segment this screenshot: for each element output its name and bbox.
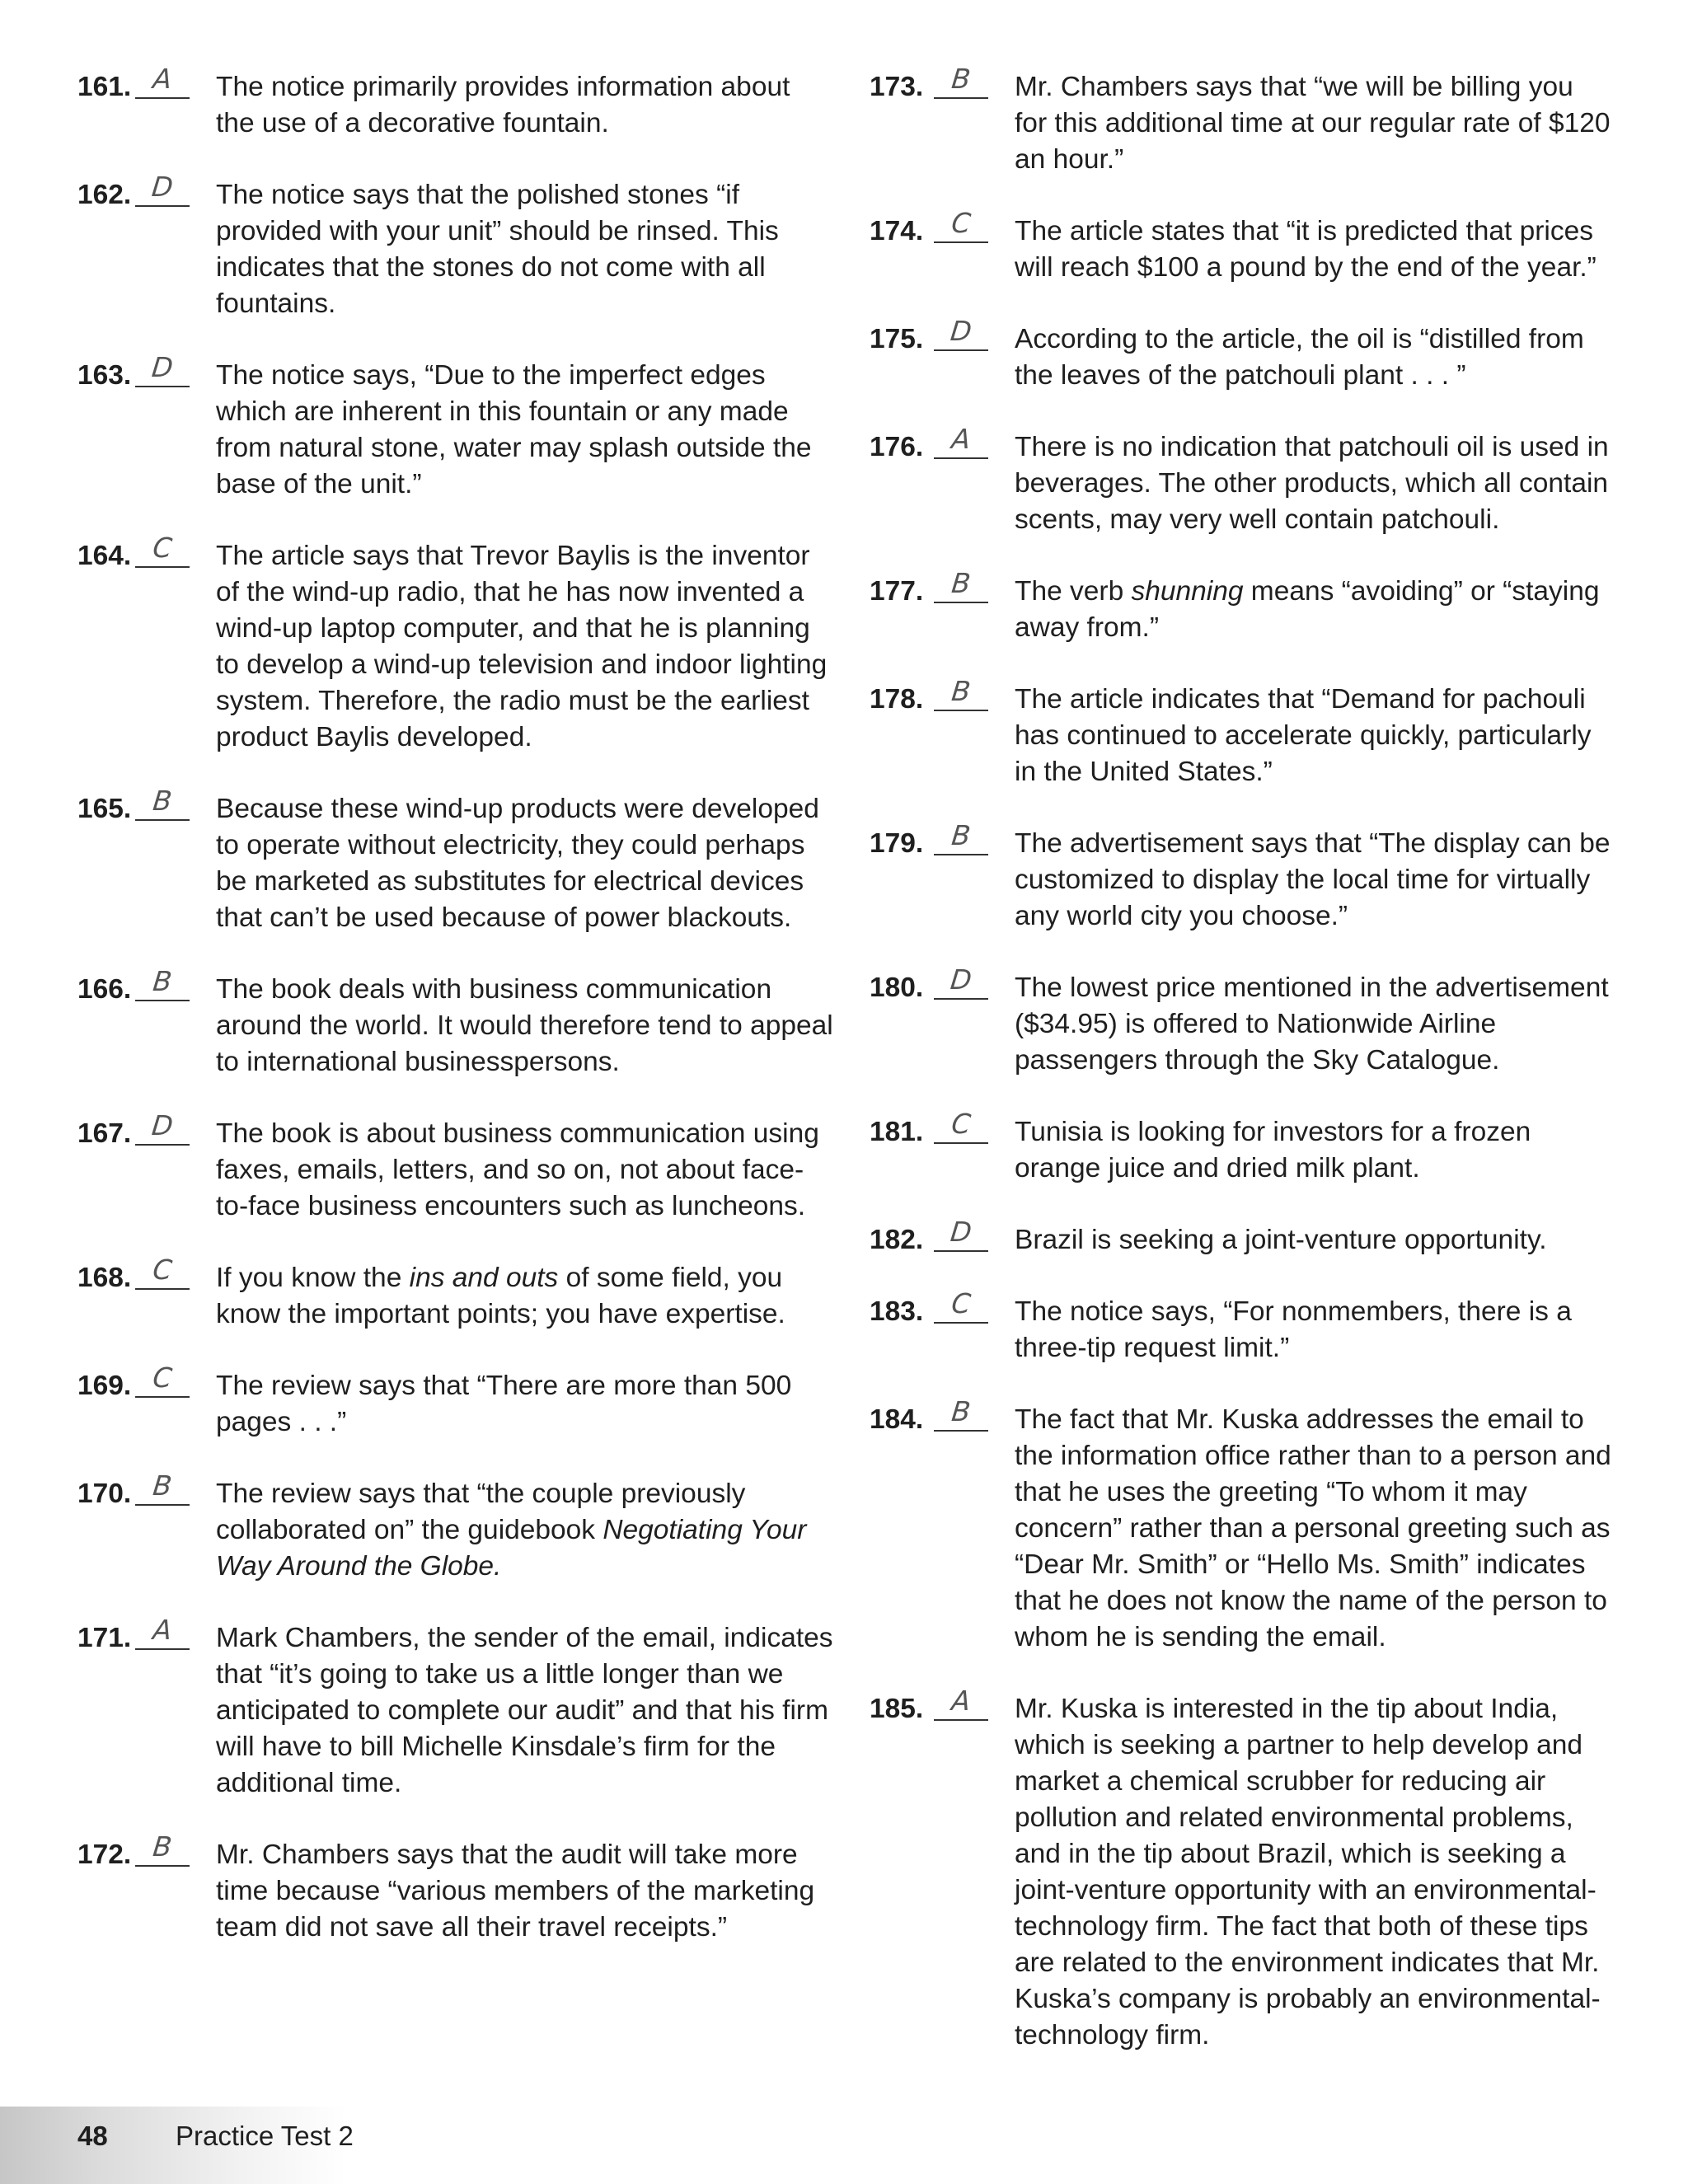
question-number: 167. bbox=[77, 1118, 132, 1149]
question-number: 177. bbox=[870, 576, 924, 607]
explanation-text bbox=[1015, 1402, 1611, 1656]
handwritten-answer: B bbox=[151, 785, 174, 817]
question-number: 172. bbox=[77, 1840, 132, 1870]
handwritten-answer: B bbox=[151, 1469, 174, 1502]
answer-blank bbox=[934, 1287, 988, 1324]
question-number: 182. bbox=[870, 1225, 924, 1255]
explanation-text bbox=[216, 1260, 836, 1333]
answer-blank bbox=[934, 63, 988, 99]
answer-item bbox=[77, 1254, 836, 1333]
answer-column-right bbox=[870, 63, 1611, 2089]
question-number: 185. bbox=[870, 1694, 924, 1724]
answer-item bbox=[77, 171, 836, 322]
question-number: 183. bbox=[870, 1296, 924, 1327]
explanation-text bbox=[216, 972, 836, 1080]
explanation-text bbox=[216, 1837, 836, 1946]
answer-blank bbox=[135, 63, 190, 99]
explanation-segment: The review says that “the couple previously collaborated on” the guidebook bbox=[216, 1479, 746, 1545]
explanation-segment: The fact that Mr. Kuska addresses the email to the information office rather than to a person and that he uses the greeting “To whom it may concern” rather than a personal greeting such as “Dear Mr. Smith” or “Hello Ms. Smith” indicates that he does not know the name of the person to whom he is sending the email. bbox=[1015, 1404, 1611, 1652]
handwritten-answer: D bbox=[949, 1216, 973, 1248]
explanation-segment: The notice says, “Due to the imperfect edges which are inherent in this fountain or any made from natural stone, water may splash outside the base of the unit.” bbox=[216, 360, 812, 499]
explanation-text bbox=[1015, 574, 1611, 646]
question-number: 164. bbox=[77, 541, 132, 571]
question-number: 166. bbox=[77, 974, 132, 1005]
question-number: 171. bbox=[77, 1623, 132, 1653]
handwritten-answer: C bbox=[950, 1108, 973, 1140]
explanation-segment: Brazil is seeking a joint-venture opportunity. bbox=[1015, 1225, 1547, 1255]
explanation-segment: of some field, you know the important points; you have expertise. bbox=[216, 1263, 785, 1329]
answer-blank bbox=[934, 423, 988, 459]
answer-item bbox=[870, 1287, 1611, 1366]
explanation-text bbox=[216, 538, 836, 756]
explanation-segment: The book is about business communication using faxes, emails, letters, and so on, not about face-to-face business encounters such as luncheons. bbox=[216, 1118, 819, 1221]
explanation-text bbox=[216, 358, 836, 503]
explanation-segment: Because these wind-up products were developed to operate without electricity, they could perhaps be marketed as substitutes for electrical devices that can’t be used because of power blackouts. bbox=[216, 794, 819, 933]
answer-item bbox=[870, 315, 1611, 394]
question-number: 184. bbox=[870, 1404, 924, 1435]
handwritten-answer: C bbox=[151, 1361, 174, 1394]
answer-column-left bbox=[77, 63, 836, 1981]
handwritten-answer: A bbox=[950, 423, 973, 455]
question-number: 168. bbox=[77, 1263, 132, 1293]
answer-item bbox=[870, 1395, 1611, 1656]
explanation-segment: The article states that “it is predicted that prices will reach $100 a pound by the end of the year.” bbox=[1015, 216, 1597, 283]
answer-blank bbox=[934, 963, 988, 1000]
question-number: 162. bbox=[77, 180, 132, 210]
handwritten-answer: B bbox=[950, 675, 973, 707]
question-number: 165. bbox=[77, 794, 132, 824]
footer-label: Practice Test 2 bbox=[176, 2121, 354, 2151]
handwritten-answer: C bbox=[950, 207, 973, 239]
page-number: 48 bbox=[77, 2121, 108, 2151]
answer-blank bbox=[934, 567, 988, 603]
answer-blank bbox=[135, 171, 190, 207]
question-number: 169. bbox=[77, 1371, 132, 1401]
handwritten-answer: B bbox=[151, 965, 174, 997]
answer-blank bbox=[135, 1109, 190, 1146]
answer-blank bbox=[934, 1108, 988, 1144]
answer-blank bbox=[135, 965, 190, 1001]
question-number: 179. bbox=[870, 828, 924, 859]
answer-blank bbox=[934, 1216, 988, 1252]
question-number: 163. bbox=[77, 360, 132, 391]
handwritten-answer: C bbox=[151, 1254, 174, 1286]
answer-item bbox=[870, 1108, 1611, 1187]
explanation-text bbox=[1015, 1222, 1611, 1258]
answer-item bbox=[77, 351, 836, 503]
explanation-text bbox=[1015, 321, 1611, 394]
answer-item bbox=[870, 1685, 1611, 2054]
handwritten-answer: B bbox=[950, 63, 973, 95]
handwritten-answer: B bbox=[151, 1830, 174, 1863]
handwritten-answer: D bbox=[150, 171, 175, 203]
explanation-text bbox=[1015, 1294, 1611, 1366]
italic-term: Negotiating Your Way Around the Globe. bbox=[216, 1515, 807, 1582]
handwritten-answer: B bbox=[950, 1395, 973, 1427]
explanation-text bbox=[216, 1116, 836, 1225]
italic-term: shunning bbox=[1131, 576, 1244, 607]
handwritten-answer: D bbox=[150, 351, 175, 383]
explanation-segment: There is no indication that patchouli oil is used in beverages. The other products, which all contain scents, may very well contain patchouli. bbox=[1015, 432, 1609, 535]
explanation-text bbox=[1015, 429, 1611, 538]
answer-blank bbox=[934, 315, 988, 351]
explanation-segment: Mark Chambers, the sender of the email, indicates that “it’s going to take us a little longer than we anticipated to complete our audit” and that his firm will have to bill Michelle Kinsdale’s firm for the additional time. bbox=[216, 1623, 833, 1798]
explanation-segment: If you know the bbox=[216, 1263, 410, 1293]
answer-blank bbox=[135, 1469, 190, 1506]
question-number: 175. bbox=[870, 324, 924, 354]
explanation-text bbox=[1015, 1691, 1611, 2054]
explanation-segment: The article indicates that “Demand for pachouli has continued to accelerate quickly, particularly in the United States.” bbox=[1015, 684, 1592, 787]
question-number: 176. bbox=[870, 432, 924, 462]
explanation-segment: The article says that Trevor Baylis is the inventor of the wind-up radio, that he has now invented a wind-up laptop computer, and that he is planning to develop a wind-up television and indoor lighting system. Therefore, the radio must be the earliest product Baylis developed. bbox=[216, 541, 828, 752]
question-number: 181. bbox=[870, 1117, 924, 1147]
explanation-segment: The advertisement says that “The display can be customized to display the local time for virtually any world city you choose.” bbox=[1015, 828, 1611, 931]
answer-blank bbox=[135, 785, 190, 821]
answer-item bbox=[77, 532, 836, 756]
explanation-segment: The verb bbox=[1015, 576, 1132, 607]
explanation-text bbox=[1015, 970, 1611, 1079]
italic-term: ins and outs bbox=[409, 1263, 559, 1293]
handwritten-answer: D bbox=[949, 963, 973, 996]
answer-blank bbox=[135, 1254, 190, 1290]
handwritten-answer: B bbox=[950, 567, 973, 599]
answer-item bbox=[77, 1361, 836, 1441]
explanation-text bbox=[1015, 682, 1611, 790]
handwritten-answer: A bbox=[151, 1614, 174, 1646]
answer-blank bbox=[934, 819, 988, 855]
answer-blank bbox=[135, 1830, 190, 1867]
handwritten-answer: D bbox=[150, 1109, 175, 1141]
explanation-segment: The notice says, “For nonmembers, there is a three-tip request limit.” bbox=[1015, 1296, 1572, 1363]
handwritten-answer: C bbox=[151, 532, 174, 564]
explanation-segment: According to the article, the oil is “distilled from the leaves of the patchouli plant . . . ” bbox=[1015, 324, 1584, 391]
answer-item bbox=[77, 63, 836, 142]
handwritten-answer: B bbox=[950, 819, 973, 851]
answer-item bbox=[77, 1830, 836, 1946]
explanation-segment: means “avoiding” or “staying away from.” bbox=[1015, 576, 1600, 643]
answer-item bbox=[77, 1469, 836, 1585]
explanation-text bbox=[216, 791, 836, 936]
answer-item bbox=[77, 785, 836, 936]
question-number: 161. bbox=[77, 72, 132, 102]
answer-item bbox=[870, 1216, 1611, 1258]
answer-item bbox=[870, 675, 1611, 790]
explanation-text bbox=[216, 177, 836, 322]
handwritten-answer: A bbox=[950, 1685, 973, 1717]
explanation-segment: The book deals with business communication around the world. It would therefore tend to appeal to international businesspersons. bbox=[216, 974, 833, 1077]
explanation-segment: The lowest price mentioned in the advertisement ($34.95) is offered to Nationwide Airline passengers through the Sky Catalogue. bbox=[1015, 972, 1609, 1076]
answer-blank bbox=[135, 1614, 190, 1650]
explanation-text bbox=[1015, 826, 1611, 935]
explanation-segment: Mr. Chambers says that “we will be billing you for this additional time at our regular rate of $120 an hour.” bbox=[1015, 72, 1611, 175]
answer-blank bbox=[934, 1395, 988, 1432]
explanation-text bbox=[216, 69, 836, 142]
question-number: 178. bbox=[870, 684, 924, 715]
answer-item bbox=[870, 207, 1611, 286]
explanation-text bbox=[1015, 213, 1611, 286]
answer-blank bbox=[934, 675, 988, 711]
answer-item bbox=[77, 1109, 836, 1225]
explanation-text bbox=[216, 1368, 836, 1441]
question-number: 180. bbox=[870, 972, 924, 1003]
handwritten-answer: C bbox=[950, 1287, 973, 1319]
question-number: 173. bbox=[870, 72, 924, 102]
answer-blank bbox=[934, 207, 988, 243]
explanation-text bbox=[1015, 69, 1611, 178]
question-number: 170. bbox=[77, 1479, 132, 1509]
handwritten-answer: A bbox=[151, 63, 174, 95]
explanation-segment: The notice says that the polished stones “if provided with your unit” should be rinsed. This indicates that the stones do not come with all fountains. bbox=[216, 180, 779, 319]
answer-item bbox=[870, 819, 1611, 935]
answer-item bbox=[870, 63, 1611, 178]
explanation-text bbox=[1015, 1114, 1611, 1187]
explanation-segment: The review says that “There are more than 500 pages . . .” bbox=[216, 1371, 792, 1437]
answer-blank bbox=[934, 1685, 988, 1721]
answer-item bbox=[870, 567, 1611, 646]
explanation-text bbox=[216, 1476, 836, 1585]
explanation-segment: Mr. Kuska is interested in the tip about India, which is seeking a partner to help develop and market a chemical scrubber for reducing air pollution and related environmental problems, and in the tip about Brazil, which is seeking a joint-venture opportunity with an environmental-technology firm. The fact that both of these tips are related to the environment indicates that Mr. Kuska’s company is probably an environmental-technology firm. bbox=[1015, 1694, 1601, 2050]
explanation-segment: The notice primarily provides information about the use of a decorative fountain. bbox=[216, 72, 790, 138]
answer-item bbox=[870, 963, 1611, 1079]
answer-item bbox=[77, 1614, 836, 1802]
answer-blank bbox=[135, 1361, 190, 1398]
explanation-segment: Tunisia is looking for investors for a frozen orange juice and dried milk plant. bbox=[1015, 1117, 1531, 1183]
explanation-segment: Mr. Chambers says that the audit will take more time because “various members of the marketing team did not save all their travel receipts.” bbox=[216, 1840, 815, 1943]
handwritten-answer: D bbox=[949, 315, 973, 347]
answer-item bbox=[77, 965, 836, 1080]
answer-blank bbox=[135, 351, 190, 387]
explanation-text bbox=[216, 1620, 836, 1802]
answer-item bbox=[870, 423, 1611, 538]
question-number: 174. bbox=[870, 216, 924, 246]
answer-blank bbox=[135, 532, 190, 568]
